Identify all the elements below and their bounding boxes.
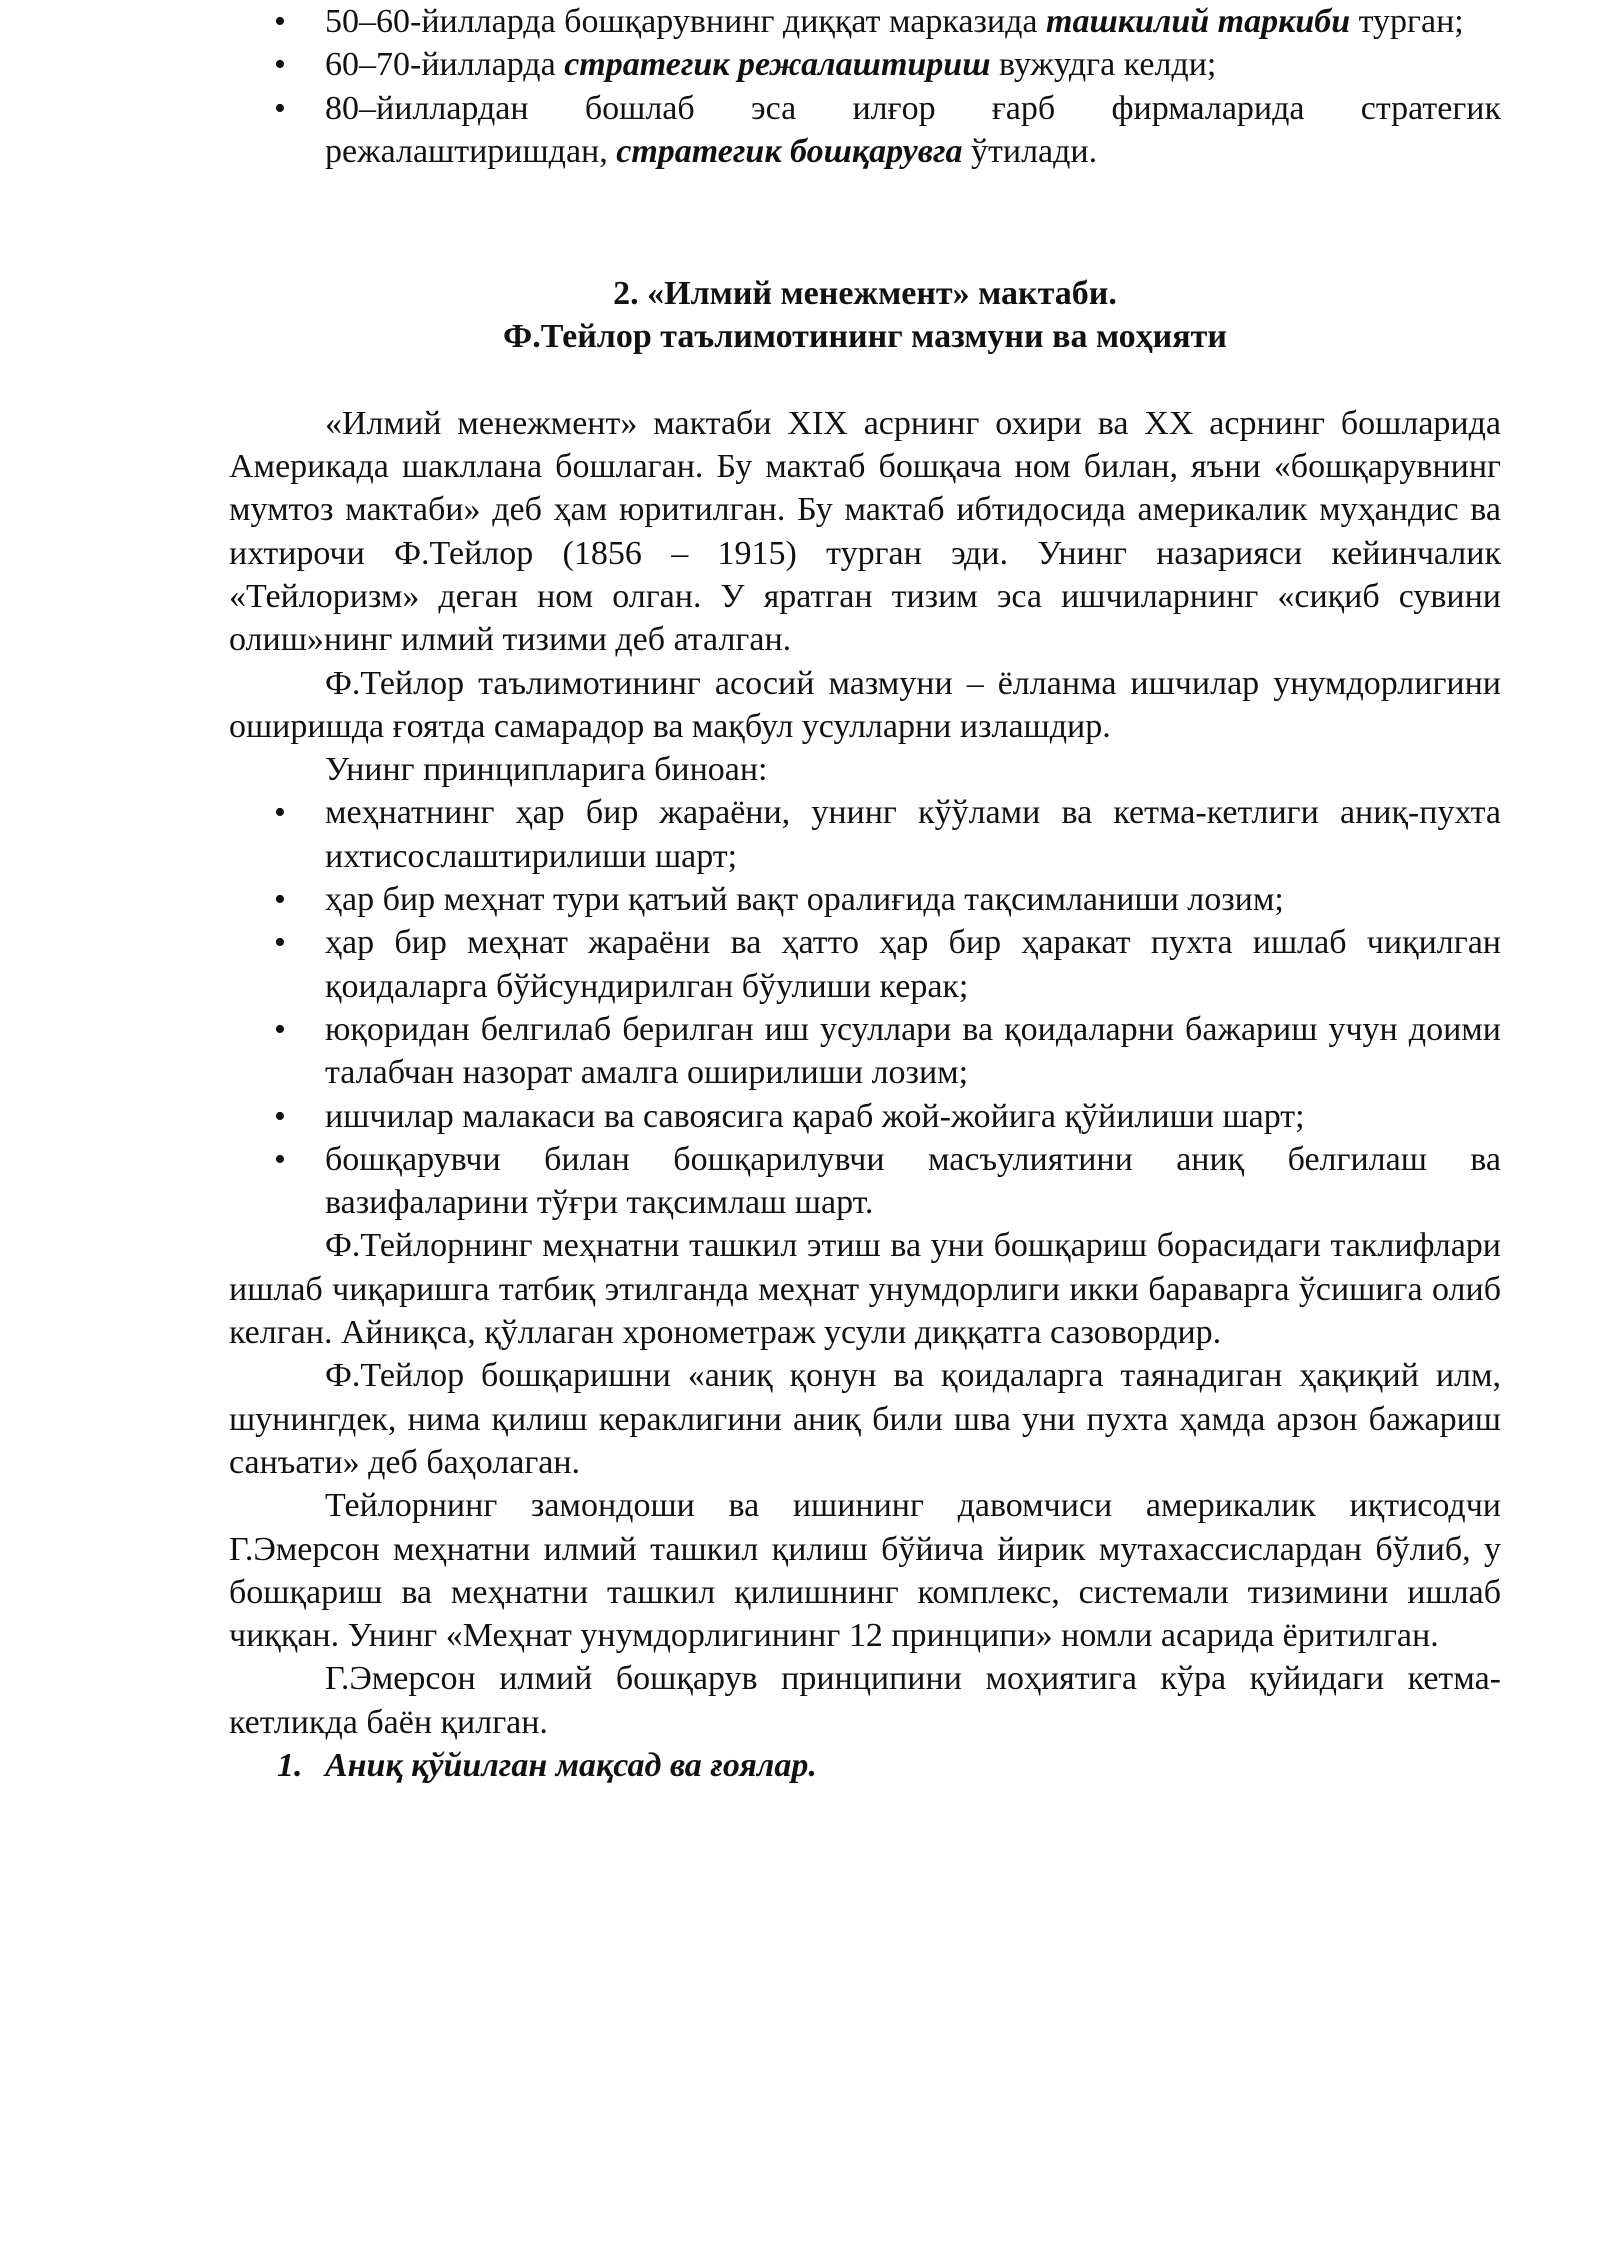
list-item: • бошқарувчи билан бошқарилувчи масъулиятини аниқ белгилаш ва вазифаларини тўғри тақсимлаш шарт. — [229, 1138, 1501, 1225]
paragraph: Унинг принципларига биноан: — [325, 751, 768, 789]
bullet-icon: • — [274, 3, 286, 40]
item-number: 1. — [277, 1746, 303, 1784]
list-item: • юқоридан белгилаб берилган иш усуллари ва қоидаларни бажариш учун доими талабчан назорат амалга оширилиши лозим; — [229, 1008, 1501, 1095]
principles-bullet-list — [229, 791, 1501, 1224]
bullet-icon: • — [274, 1010, 286, 1048]
section-subtitle: Ф.Тейлор таълимотининг мазмуни ва моҳияти — [503, 318, 1227, 356]
period-bullet-list — [229, 0, 1501, 173]
bullet-icon: • — [274, 46, 286, 84]
section-heading — [229, 272, 1501, 359]
paragraph: Ф.Тейлор таълимотининг асосий мазмуни – ёлланма ишчилар унумдорлигини оширишда ғоятда самарадор ва мақбул усулларни излашдир. — [229, 664, 1501, 745]
section-title: 2. «Илмий менежмент» мактаби. — [613, 275, 1117, 313]
bullet-icon: • — [274, 881, 286, 919]
list-item: • меҳнатнинг ҳар бир жараёни, унинг кўўлами ва кетма-кетлиги аниқ-пухта ихтисослаштирилиши шарт; — [229, 791, 1501, 878]
bullet-icon: • — [274, 1140, 286, 1178]
list-item: • 80–йиллардан бошлаб эса илғор ғарб фирмаларида стратегик режалаштиришдан, стратегик бошқарувга ўтилади. — [229, 87, 1501, 174]
paragraph: Ф.Тейлор бошқаришни «аниқ қонун ва қоидаларга таянадиган ҳақиқий илм, шунингдек, нима қилиш кераклигини аниқ били шва уни пухта ҳамда арзон бажариш санъати» деб баҳолаган. — [229, 1357, 1501, 1481]
paragraph: Тейлорнинг замондоши ва ишининг давомчиси америкалик иқтисодчи Г.Эмерсон меҳнатни илмий ташкил қилиш бўйича йирик мутахассислардан бўлиб, у бошқариш ва меҳнатни ташкил қилишнинг комплекс, системали тизимини ишлаб чиққан. Унинг «Меҳнат унумдорлигининг 12 принципи» номли асарида ёритилган. — [229, 1487, 1501, 1655]
paragraph: Ф.Тейлорнинг меҳнатни ташкил этиш ва уни бошқариш борасидаги таклифлари ишлаб чиқаришга татбиқ этилганда меҳнат унумдорлиги икки бараварга ўсишига олиб келган. Айниқса, қўллаган хронометраж усули диққатга сазовордир. — [229, 1227, 1501, 1352]
item-text: Аниқ қўйилган мақсад ва ғоялар. — [325, 1746, 817, 1784]
spacer — [229, 359, 1501, 402]
list-item: • 60–70-йилларда стратегик режалаштириш вужудга келди; — [229, 43, 1501, 86]
bullet-icon: • — [274, 1097, 286, 1135]
document-content — [229, 0, 1501, 1787]
bullet-icon: • — [274, 89, 286, 127]
bullet-icon: • — [274, 794, 286, 832]
list-item: • ишчилар малакаси ва савоясига қараб жой-жойига қўйилиши шарт; — [229, 1095, 1501, 1138]
paragraph: Г.Эмерсон илмий бошқарув принципини моҳиятига кўра қуйидаги кетма-кетликда баён қилган. — [229, 1660, 1501, 1741]
list-item: • ҳар бир меҳнат жараёни ва ҳатто ҳар бир ҳаракат пухта ишлаб чиқилган қоидаларга бўйсундирилган бўулиши керак; — [229, 921, 1501, 1008]
bullet-icon: • — [274, 924, 286, 962]
paragraph: «Илмий менежмент» мактаби XIX асрнинг охири ва XX асрнинг бошларида Америкада шакллана бошлаган. Бу мактаб бошқача ном билан, яъни «бошқарувнинг мумтоз мактаби» деб ҳам юритилган. Бу мактаб ибтидосида америкалик муҳандис ва ихтирочи Ф.Тейлор (1856 – 1915) турган эди. Унинг назарияси кейинчалик «Тейлоризм» деган ном олган. У яратган тизим эса ишчиларнинг «сиқиб сувини олиш»нинг илмий тизими деб аталган. — [229, 404, 1501, 659]
list-item: • ҳар бир меҳнат тури қатъий вақт оралиғида тақсимланиши лозим; — [229, 878, 1501, 921]
numbered-item — [229, 1744, 1501, 1787]
list-item: • 50–60-йилларда бошқарувнинг диққат марказида ташкилий таркиби турган; — [229, 0, 1501, 43]
